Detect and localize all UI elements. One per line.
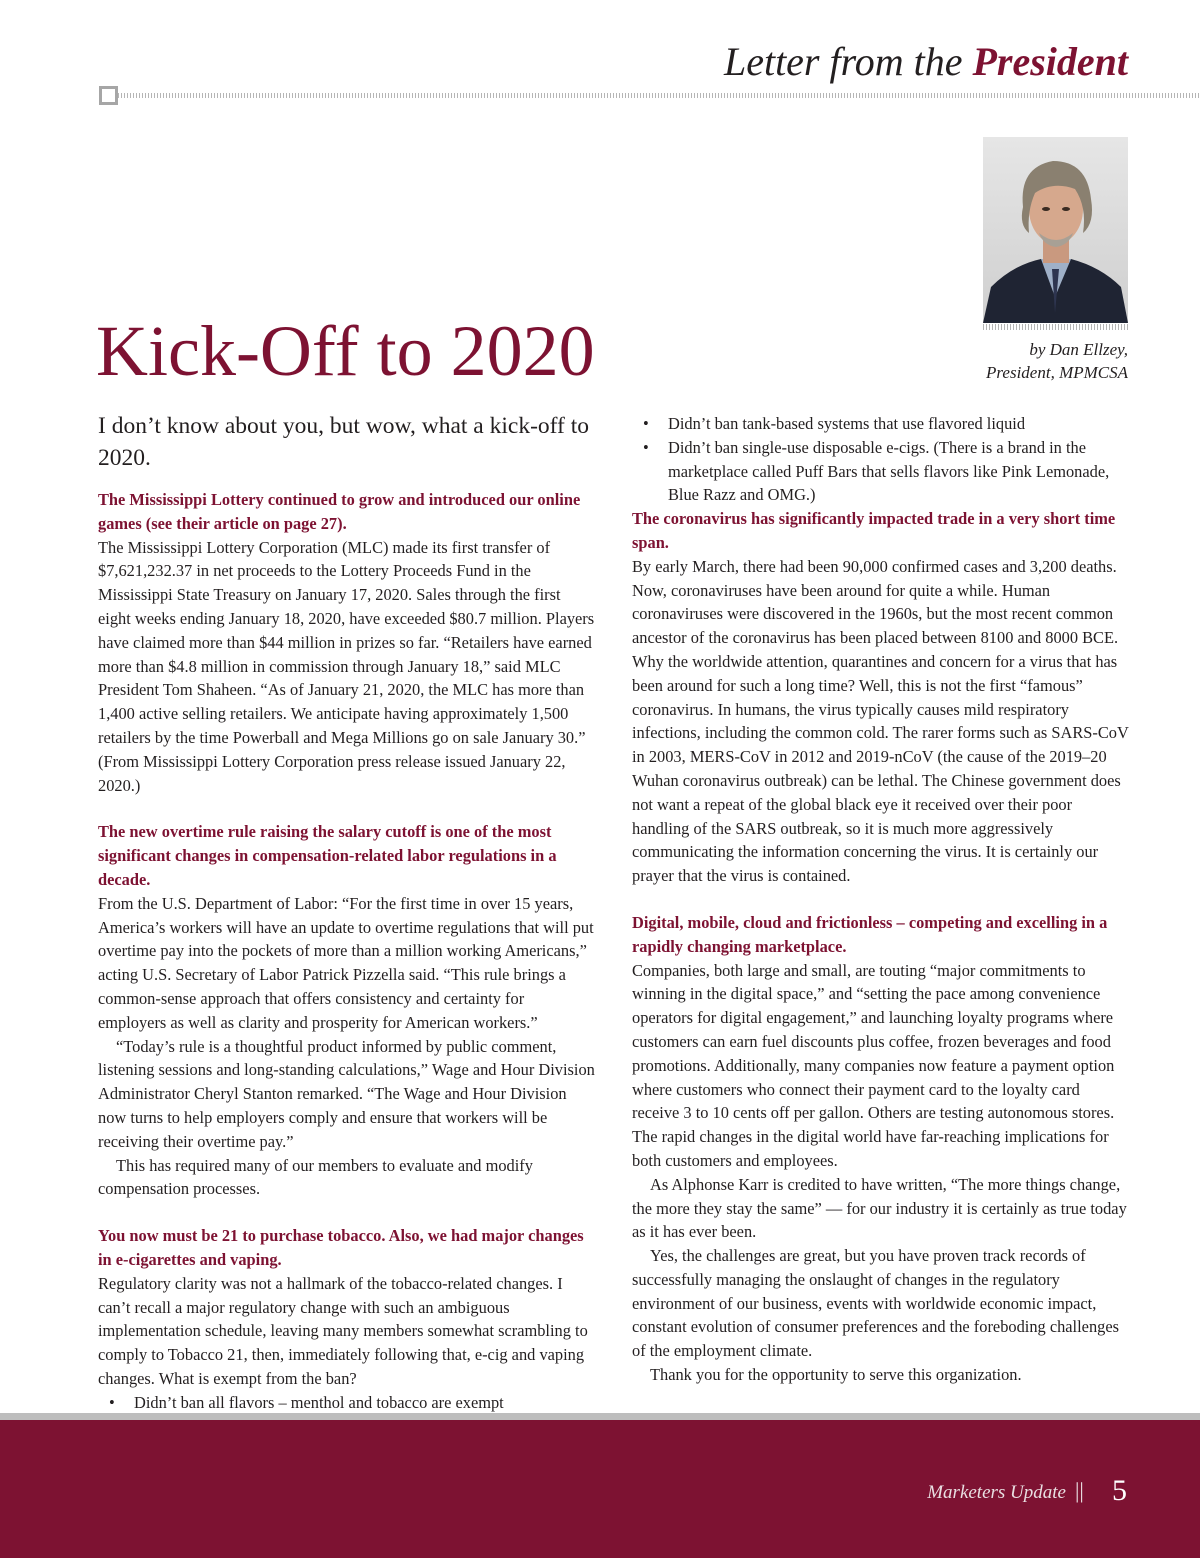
tobacco-exemptions-list-start xyxy=(98,1391,596,1415)
bullet-item xyxy=(632,412,1130,436)
bullet-dot-icon: • xyxy=(643,414,649,433)
section-header xyxy=(724,38,1128,85)
digital-heading: Digital, mobile, cloud and frictionless – competing and excelling in a rapidly changing marketplace. xyxy=(632,912,1108,956)
overtime-paragraph: From the U.S. Department of Labor: “For the first time in over 15 years, America’s workers will have an update to overtime regulations that will put overtime pay into the pockets of more than a million working Americans,” acting U.S. Secretary of Labor Patrick Pizzella said. “This rule brings a common-sense approach that offers consistency and certainty for employers as well as clarity and prosperity for American workers.” xyxy=(98,893,594,1032)
byline-author: by Dan Ellzey, xyxy=(1029,340,1128,359)
coronavirus-body: By early March, there had been 90,000 confirmed cases and 3,200 deaths. Now, coronaviruses have been around for quite a while. Human coronaviruses were discovered in the 1960s, but the most recent common ancestor of the coronavirus has been placed between 8100 and 8000 BCE. Why the worldwide attention, quarantines and concern for a virus that has been around for such a long time? Well, this is not the first “famous” coronavirus. In humans, the virus typically causes mild respiratory infections, including the common cold. The rarer forms such as SARS-CoV in 2003, MERS-CoV in 2012 and 2019-nCoV (the cause of the 2019–20 Wuhan coronavirus outbreak) can be lethal. The Chinese government does not want a repeat of the global black eye it received over their poor handling of the SARS outbreak, so it is much more aggressively communicating the information concerning the virus. It is certainly our prayer that the virus is contained. xyxy=(632,556,1129,886)
footer-separator: || xyxy=(1075,1478,1084,1503)
overtime-paragraph: This has required many of our members to evaluate and modify compensation processes. xyxy=(98,1155,533,1199)
lottery-heading: The Mississippi Lottery continued to grow and introduced our online games (see their article on page 27). xyxy=(98,490,581,533)
byline-role: President, MPMCSA xyxy=(986,363,1128,382)
lead-paragraph: I don’t know about you, but wow, what a kick-off to 2020. xyxy=(98,413,590,471)
overtime-paragraph: “Today’s rule is a thoughtful product informed by public comment, listening sessions and long-standing calculations,” Wage and Hour Division Administrator Cheryl Stanton remarked. “The Wage and Hour Division now turns to help employers comply and ensure that workers will be receiving their overtime pay.” xyxy=(98,1036,595,1151)
lottery-body: The Mississippi Lottery Corporation (MLC) made its first transfer of $7,621,232.37 in net proceeds to the Lottery Proceeds Fund in the Mississippi State Treasury on January 17, 2020. Sales through the first eight weeks ending January 18, 2020, have exceeded $80.7 million. Players have claimed more than $44 million in prizes so far. “Retailers have earned more than $4.8 million in commission through January 18,” said MLC President Tom Shaheen. “As of January 21, 2020, the MLC has more than 1,400 active selling retailers. We anticipate having approximately 1,500 retailers by the time Powerball and Mega Millions go on sale January 30.” (From Mississippi Lottery Corporation press release issued January 22, 2020.) xyxy=(98,537,595,795)
closing-paragraph: Thank you for the opportunity to serve this organization. xyxy=(650,1365,1022,1385)
page-number: 5 xyxy=(1112,1474,1127,1507)
article-title: Kick-Off to 2020 xyxy=(96,311,595,391)
bullet-text: Didn’t ban single-use disposable e-cigs. (There is a brand in the marketplace called Puff Bars that sells flavors like Pink Lemonade, Blue Razz and OMG.) xyxy=(668,437,1110,505)
header-square-ornament xyxy=(99,86,118,105)
footer-top-rule xyxy=(0,1413,1200,1420)
left-column xyxy=(98,410,596,1414)
overtime-heading: The new overtime rule raising the salary cutoff is one of the most significant changes in compensation-related labor regulations in a decade. xyxy=(98,822,557,889)
section-header-regular: Letter from the xyxy=(723,39,973,84)
photo-rule xyxy=(983,324,1128,330)
header-rule xyxy=(100,93,1200,98)
byline xyxy=(986,338,1128,384)
bullet-text: Didn’t ban all flavors – menthol and tobacco are exempt xyxy=(134,1392,504,1412)
author-photo xyxy=(983,137,1128,323)
section-header-strong: President xyxy=(972,39,1128,84)
digital-paragraph: Companies, both large and small, are touting “major commitments to winning in the digital space,” and “setting the pace among convenience operators for digital engagement,” and launching loyalty programs where customers can earn fuel discounts plus coffee, frozen beverages and food promotions. Additionally, many companies now feature a payment option where customers who connect their payment card to the loyalty card receive 3 to 10 cents off per gallon. Others are testing autonomous stores. The rapid changes in the digital world have far-reaching implications for both customers and employees. xyxy=(632,960,1115,1170)
tobacco-heading: You now must be 21 to purchase tobacco. Also, we had major changes in e-cigarettes and vaping. xyxy=(98,1226,584,1269)
bullet-text: Didn’t ban tank-based systems that use flavored liquid xyxy=(668,414,1026,433)
bullet-dot-icon: • xyxy=(643,437,649,457)
bullet-item xyxy=(632,436,1130,507)
tobacco-exemptions-list-cont xyxy=(632,412,1130,507)
tobacco-body: Regulatory clarity was not a hallmark of the tobacco-related changes. I can’t recall a major regulatory change with such an ambiguous implementation schedule, leaving many members somewhat scrambling to comply to Tobacco 21, then, immediately following that, e-cig and vaping changes. What is exempt from the ban? xyxy=(98,1273,588,1388)
publication-name: Marketers Update xyxy=(927,1482,1066,1503)
bullet-item xyxy=(98,1391,596,1415)
coronavirus-heading: The coronavirus has significantly impacted trade in a very short time span. xyxy=(632,509,1116,552)
digital-paragraph: Yes, the challenges are great, but you have proven track records of successfully managing the onslaught of changes in the regulatory environment of our business, events with worldwide economic impact, constant evolution of consumer preferences and the foreboding challenges of the employment climate. xyxy=(632,1246,1119,1361)
right-column xyxy=(632,412,1130,1387)
digital-paragraph: As Alphonse Karr is credited to have written, “The more things change, the more they stay the same” — for our industry it is certainly as true today as it has ever been. xyxy=(632,1174,1127,1242)
bullet-dot-icon: • xyxy=(109,1392,115,1412)
